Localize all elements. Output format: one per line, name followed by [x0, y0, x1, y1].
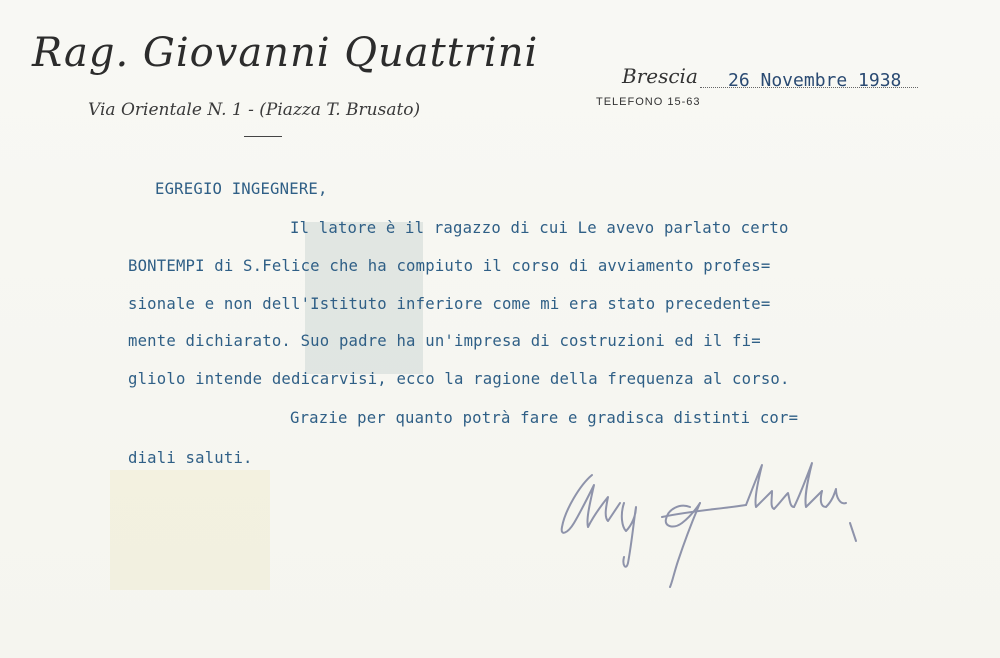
letterhead-name: Rag. Giovanni Quattrini [32, 30, 539, 76]
letter-date: 26 Novembre 1938 [728, 70, 902, 91]
body-line: diali saluti. [128, 449, 253, 467]
body-line: Il latore è il ragazzo di cui Le avevo parlato certo [290, 219, 789, 237]
letterhead-divider [244, 136, 282, 137]
letterhead-address: Via Orientale N. 1 - (Piazza T. Brusato) [88, 100, 421, 120]
salutation: EGREGIO INGEGNERE, [155, 180, 328, 198]
body-line: BONTEMPI di S.Felice che ha compiuto il corso di avviamento profes= [128, 257, 771, 275]
body-line: gliolo intende dedicarvisi, ecco la ragione della frequenza al corso. [128, 370, 790, 388]
place-name: Brescia [622, 64, 698, 88]
body-line: mente dichiarato. Suo padre ha un'impresa di costruzioni ed il fi= [128, 332, 761, 350]
body-line: sionale e non dell'Istituto inferiore come mi era stato precedente= [128, 295, 771, 313]
handwritten-signature [550, 445, 870, 590]
phone-number: TELEFONO 15-63 [596, 96, 701, 108]
paper-stain [110, 470, 270, 590]
body-line: Grazie per quanto potrà fare e gradisca distinti cor= [290, 409, 799, 427]
